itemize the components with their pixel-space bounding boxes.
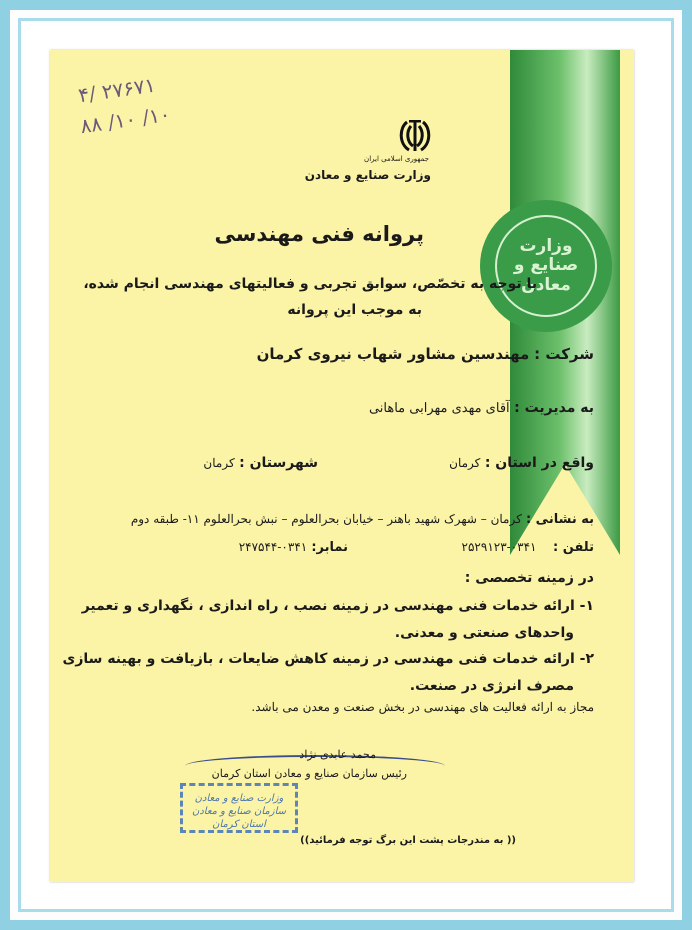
stamp-text: وزارت صنایع و معادن bbox=[194, 793, 284, 804]
iran-emblem-icon bbox=[398, 118, 432, 154]
province-value: کرمان bbox=[449, 456, 481, 470]
stamp-text: سازمان صنایع و معادن استان کرمان bbox=[191, 806, 287, 830]
specialty-item-2: ۲- ارائه خدمات فنی مهندسی در زمینه کاهش ضایعات ، بازیافت و بهینه سازی bbox=[62, 651, 594, 667]
specialty-label: در زمینه تخصصی : bbox=[464, 570, 594, 586]
province-label: واقع در استان : bbox=[484, 455, 594, 471]
company-label: شرکت : bbox=[534, 345, 594, 363]
intro-line-2: به موجب این پروانه bbox=[287, 302, 422, 318]
certificate-title: پروانه فنی مهندسی bbox=[214, 222, 424, 246]
specialty-item-1-cont: واحدهای صنعتی و معدنی. bbox=[394, 625, 574, 641]
official-stamp bbox=[180, 783, 298, 833]
footer-note: (( به مندرجات پشت این برگ توجه فرمائید)) bbox=[300, 835, 516, 846]
handwritten-date: ۸۸ /۱۰ /۱۰ bbox=[78, 101, 172, 139]
phone-row bbox=[462, 540, 594, 555]
fax-label: نمابر: bbox=[311, 540, 348, 555]
specialty-item-2-cont: مصرف انرژی در صنعت. bbox=[409, 678, 574, 694]
management-label: به مدیریت : bbox=[514, 400, 594, 416]
signatory-name: محمد عابدی نژاد bbox=[299, 748, 376, 761]
seal-text: معادن bbox=[521, 274, 571, 295]
intro-line-1: با توجه به تخصّص، سوابق تجربی و فعالیتهای مهندسی انجام شده، bbox=[83, 276, 537, 292]
city-row bbox=[203, 455, 318, 471]
specialty-item-1: ۱- ارائه خدمات فنی مهندسی در زمینه نصب ، راه اندازی ، نگهداری و تعمیر bbox=[81, 598, 594, 614]
seal-text: وزارت bbox=[519, 235, 573, 256]
company-row bbox=[257, 345, 594, 363]
fax-row bbox=[239, 540, 348, 555]
city-label: شهرستان : bbox=[239, 455, 318, 471]
address-value: کرمان – شهرک شهید باهنر – خیابان بحرالعلوم – نبش بحرالعلوم ۱۱- طبقه دوم bbox=[130, 512, 522, 526]
city-value: کرمان bbox=[203, 456, 235, 470]
fax-value: ۰۳۴۱-۲۴۷۵۴۴ bbox=[238, 540, 308, 554]
phone-label: تلفن : bbox=[553, 540, 594, 555]
authorization-text: مجاز به ارائه فعالیت های مهندسی در بخش صنعت و معدن می باشد. bbox=[251, 700, 594, 714]
ministry-seal bbox=[485, 205, 607, 327]
phone-value: ۰۳۴۱-۲۵۲۹۱۲۳ bbox=[461, 540, 537, 554]
management-row bbox=[369, 400, 594, 416]
certificate-paper bbox=[50, 50, 634, 882]
province-row bbox=[449, 455, 594, 471]
address-row bbox=[131, 512, 594, 527]
signatory-title: رئیس سازمان صنایع و معادن استان کرمان bbox=[211, 767, 407, 780]
ministry-name: وزارت صنایع و معادن bbox=[304, 168, 431, 182]
country-name: جمهوری اسلامی ایران bbox=[364, 155, 429, 163]
address-label: به نشانی : bbox=[525, 512, 594, 527]
management-value: آقای مهدی مهرابی ماهانی bbox=[368, 401, 510, 416]
seal-text: صنایع و bbox=[513, 255, 579, 276]
handwritten-number: ۴/ ۲۷۶۷۱ bbox=[76, 72, 157, 108]
company-value: مهندسین مشاور شهاب نیروی کرمان bbox=[256, 345, 530, 363]
